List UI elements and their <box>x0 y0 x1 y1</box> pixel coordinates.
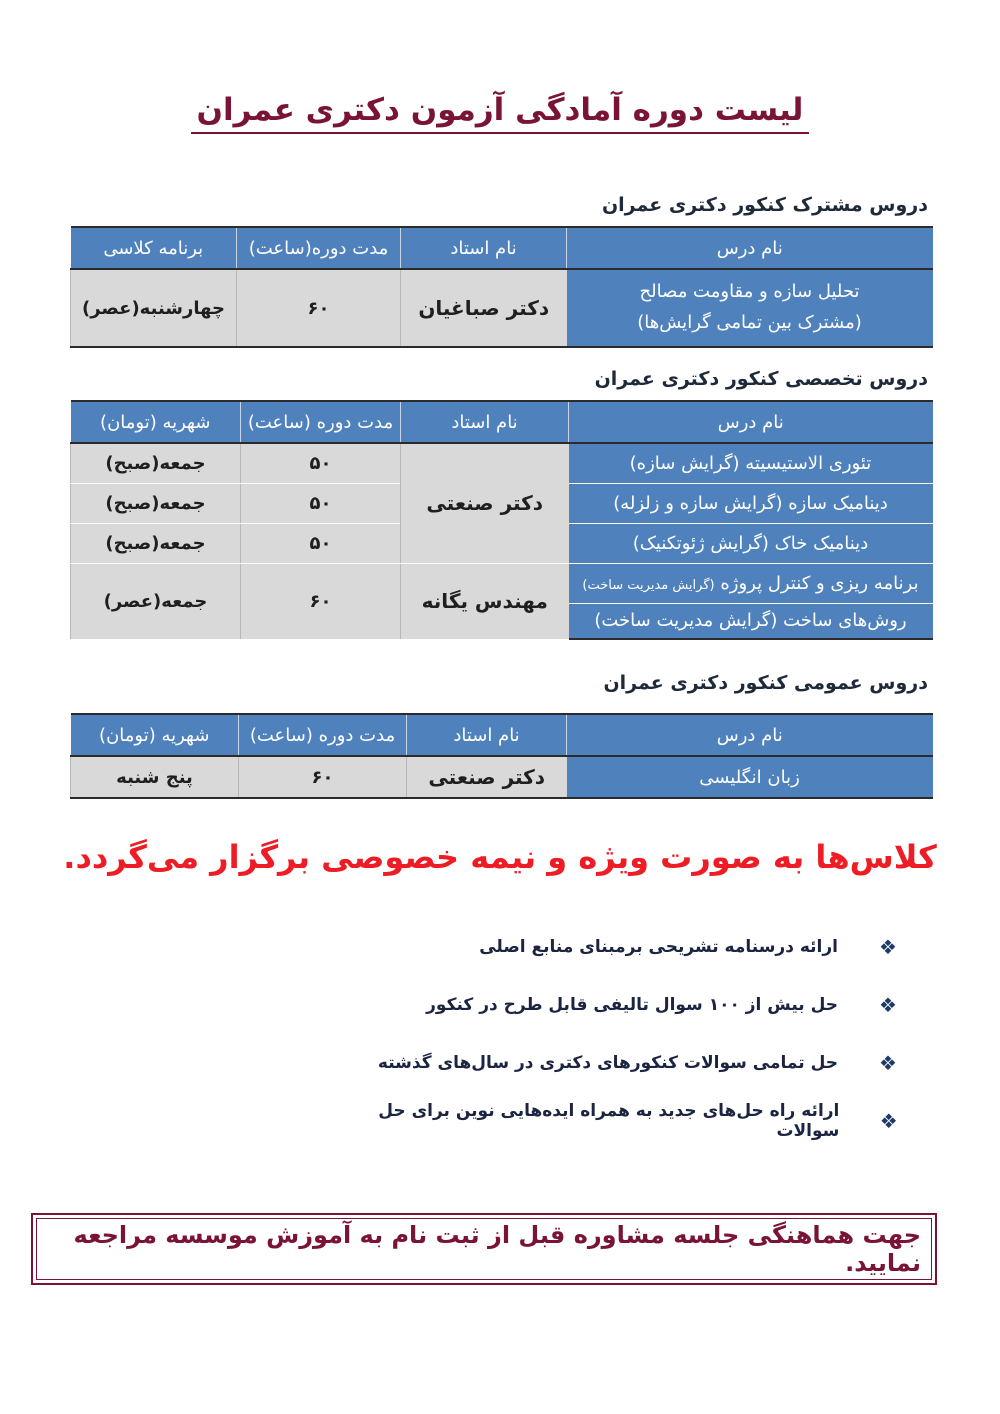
general-courses-table <box>70 713 933 799</box>
common-courses-table <box>70 226 933 348</box>
header-duration: مدت دوره (ساعت) <box>241 401 401 443</box>
schedule-cell: چهارشنبه(عصر) <box>71 269 237 347</box>
consultation-text: جهت هماهنگی جلسه مشاوره قبل از ثبت نام به آموزش موسسه مراجعه نمایید. <box>36 1218 932 1280</box>
course-name: دینامیک سازه (گرایش سازه و زلزله) <box>569 483 933 523</box>
header-course-name: نام درس <box>567 227 933 269</box>
header-teacher: نام استاد <box>401 401 569 443</box>
diamond-bullet-icon: ❖ <box>879 1051 897 1075</box>
duration-cell: ۶۰ <box>241 563 401 639</box>
header-teacher: نام استاد <box>407 714 567 756</box>
table-row <box>71 443 933 483</box>
list-item <box>340 1034 900 1092</box>
teacher-cell: دکتر صنعتی <box>407 756 567 798</box>
header-teacher: نام استاد <box>401 227 567 269</box>
course-name: تئوری الاستیسیته (گرایش سازه) <box>569 443 933 483</box>
course-name: تحلیل سازه و مقاومت مصالح <box>639 281 860 303</box>
list-item <box>340 1092 900 1150</box>
course-name-cell <box>567 269 933 347</box>
schedule-cell: پنج شنبه <box>71 756 239 798</box>
section-heading-specialized: دروس تخصصی کنکور دکتری عمران <box>594 368 928 390</box>
teacher-cell: دکتر صباغیان <box>401 269 567 347</box>
teacher-cell: دکتر صنعتی <box>401 443 569 563</box>
list-item <box>340 976 900 1034</box>
specialized-courses-table <box>70 400 933 640</box>
table-header-row <box>71 714 933 756</box>
duration-cell: ۶۰ <box>237 269 401 347</box>
course-name: زبان انگلیسی <box>567 756 933 798</box>
course-name: برنامه ریزی و کنترل پروژه <box>720 572 919 594</box>
duration-cell: ۵۰ <box>241 483 401 523</box>
table-header-row <box>71 401 933 443</box>
feature-text: حل بیش از ۱۰۰ سوال تالیفی قابل طرح در کنکور <box>426 995 838 1015</box>
table-header-row <box>71 227 933 269</box>
schedule-cell: جمعه(صبح) <box>71 443 241 483</box>
special-class-notice: کلاس‌ها به صورت ویژه و نیمه خصوصی برگزار می‌گردد. <box>63 838 937 876</box>
features-list <box>340 918 900 1150</box>
schedule-cell: جمعه(عصر) <box>71 563 241 639</box>
table-row <box>71 756 933 798</box>
duration-cell: ۵۰ <box>241 523 401 563</box>
teacher-cell: مهندس یگانه <box>401 563 569 639</box>
header-course-name: نام درس <box>569 401 933 443</box>
course-name: روش‌های ساخت (گرایش مدیریت ساخت) <box>569 603 933 639</box>
table-row <box>71 269 933 347</box>
diamond-bullet-icon: ❖ <box>879 1109 898 1133</box>
page-title <box>0 92 1000 128</box>
course-name: دینامیک خاک (گرایش ژئوتکنیک) <box>569 523 933 563</box>
duration-cell: ۶۰ <box>239 756 407 798</box>
header-duration: مدت دوره(ساعت) <box>237 227 401 269</box>
section-heading-general: دروس عمومی کنکور دکتری عمران <box>603 672 928 694</box>
schedule-cell: جمعه(صبح) <box>71 483 241 523</box>
header-duration: مدت دوره (ساعت) <box>239 714 407 756</box>
diamond-bullet-icon: ❖ <box>879 935 897 959</box>
course-name-cell <box>569 563 933 603</box>
feature-text: حل تمامی سوالات کنکورهای دکتری در سال‌های گذشته <box>377 1053 838 1073</box>
duration-cell: ۵۰ <box>241 443 401 483</box>
list-item <box>340 918 900 976</box>
feature-text: ارائه درسنامه تشریحی برمبنای منابع اصلی <box>479 937 838 957</box>
section-heading-common: دروس مشترک کنکور دکتری عمران <box>601 194 928 216</box>
header-fee: شهریه (تومان) <box>71 714 239 756</box>
schedule-cell: جمعه(صبح) <box>71 523 241 563</box>
feature-text: ارائه راه حل‌های جدید به همراه ایده‌هایی نوین برای حل سوالات <box>378 1101 840 1141</box>
table-row <box>71 563 933 603</box>
page-title-text: لیست دوره آمادگی آزمون دکتری عمران <box>191 92 810 134</box>
header-course-name: نام درس <box>567 714 933 756</box>
diamond-bullet-icon: ❖ <box>879 993 897 1017</box>
header-fee: شهریه (تومان) <box>71 401 241 443</box>
consultation-box <box>31 1213 937 1285</box>
course-note: (مشترک بین تمامی گرایش‌ها) <box>637 312 862 333</box>
header-schedule: برنامه کلاسی <box>71 227 237 269</box>
course-note: (گرایش مدیریت ساخت) <box>582 577 715 593</box>
